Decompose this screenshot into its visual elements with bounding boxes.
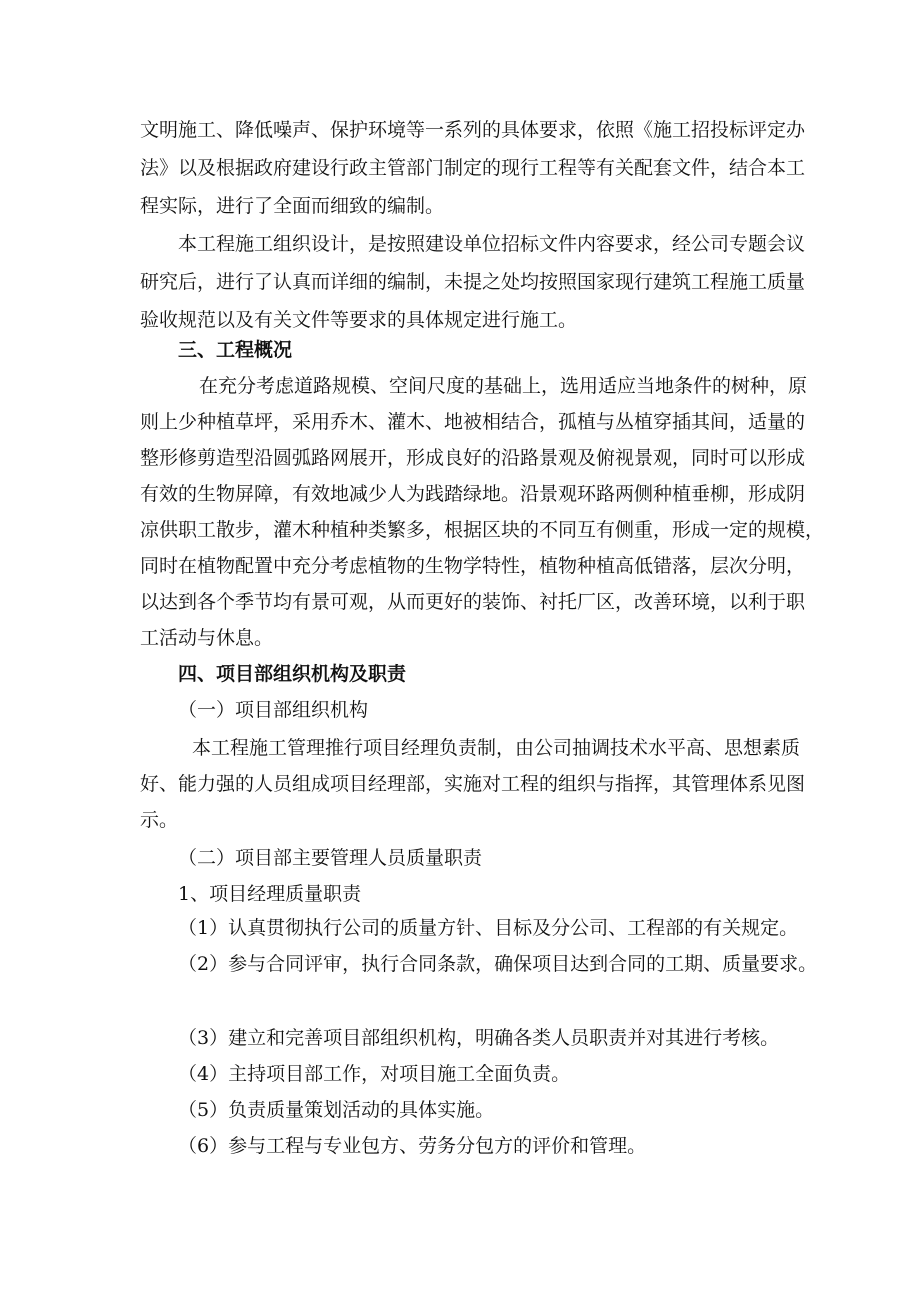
section-4-heading: 四、项目部组织机构及职责 [178, 663, 407, 685]
design-paragraph-line: 验收规范以及有关文件等要求的具体规定进行施工。 [140, 309, 578, 331]
design-paragraph-line: 研究后，进行了认真而详细的编制，未提之处均按照国家现行建筑工程施工质量 [140, 271, 806, 293]
subsection-2-heading: （二）项目部主要管理人员质量职责 [178, 847, 483, 869]
subsection-1-heading: （一）项目部组织机构 [178, 699, 369, 721]
intro-paragraph-line: 法》以及根据政府建设行政主管部门制定的现行工程等有关配套文件，结合本工 [140, 157, 806, 179]
overview-paragraph-line: 有效的生物屏障，有效地减少人为践踏绿地。沿景观环路两侧种植垂柳，形成阴 [140, 483, 806, 505]
overview-paragraph-line: 在充分考虑道路规模、空间尺度的基础上，选用适应当地条件的树种，原 [199, 375, 808, 397]
design-paragraph-line: 本工程施工组织设计，是按照建设单位招标文件内容要求，经公司专题会议 [178, 233, 806, 255]
duty-item: （3）建立和完善项目部组织机构，明确各类人员职责并对其进行考核。 [178, 1027, 780, 1049]
overview-paragraph-line: 工活动与休息。 [140, 627, 274, 649]
intro-paragraph-line: 程实际，进行了全面而细致的编制。 [140, 195, 445, 217]
item-title: 1、项目经理质量职责 [178, 883, 362, 905]
intro-paragraph-line: 文明施工、降低噪声、保护环境等一系列的具体要求，依照《施工招投标评定办 [140, 119, 806, 141]
overview-paragraph-line: 以达到各个季节均有景可观，从而更好的装饰、衬托厂区，改善环境，以利于职 [140, 591, 806, 613]
overview-paragraph-line: 同时在植物配置中充分考虑植物的生物学特性，植物种植高低错落，层次分明， [140, 555, 806, 577]
overview-paragraph-line: 整形修剪造型沿圆弧路网展开，形成良好的沿路景观及俯视景观，同时可以形成 [140, 447, 806, 469]
organization-paragraph-line: 本工程施工管理推行项目经理负责制，由公司抽调技术水平高、思想素质 [192, 737, 801, 759]
section-3-heading: 三、工程概况 [178, 339, 293, 361]
duty-item: （2）参与合同评审，执行合同条款，确保项目达到合同的工期、质量要求。 [178, 953, 818, 975]
overview-paragraph-line: 则上少种植草坪，采用乔木、灌木、地被相结合，孤植与丛植穿插其间，适量的 [140, 411, 806, 433]
duty-item: （6）参与工程与专业包方、劳务分包方的评价和管理。 [178, 1135, 647, 1157]
overview-paragraph-line: 凉供职工散步，灌木种植种类繁多，根据区块的不同互有侧重，形成一定的规模， [140, 519, 825, 541]
duty-item: （5）负责质量策划活动的具体实施。 [178, 1099, 495, 1121]
duty-item: （1）认真贯彻执行公司的质量方针、目标及分公司、工程部的有关规定。 [178, 917, 799, 939]
organization-paragraph-line: 好、能力强的人员组成项目经理部，实施对工程的组织与指挥，其管理体系见图 [140, 773, 806, 795]
duty-item: （4）主持项目部工作，对项目施工全面负责。 [178, 1063, 571, 1085]
organization-paragraph-line: 示。 [140, 809, 179, 831]
